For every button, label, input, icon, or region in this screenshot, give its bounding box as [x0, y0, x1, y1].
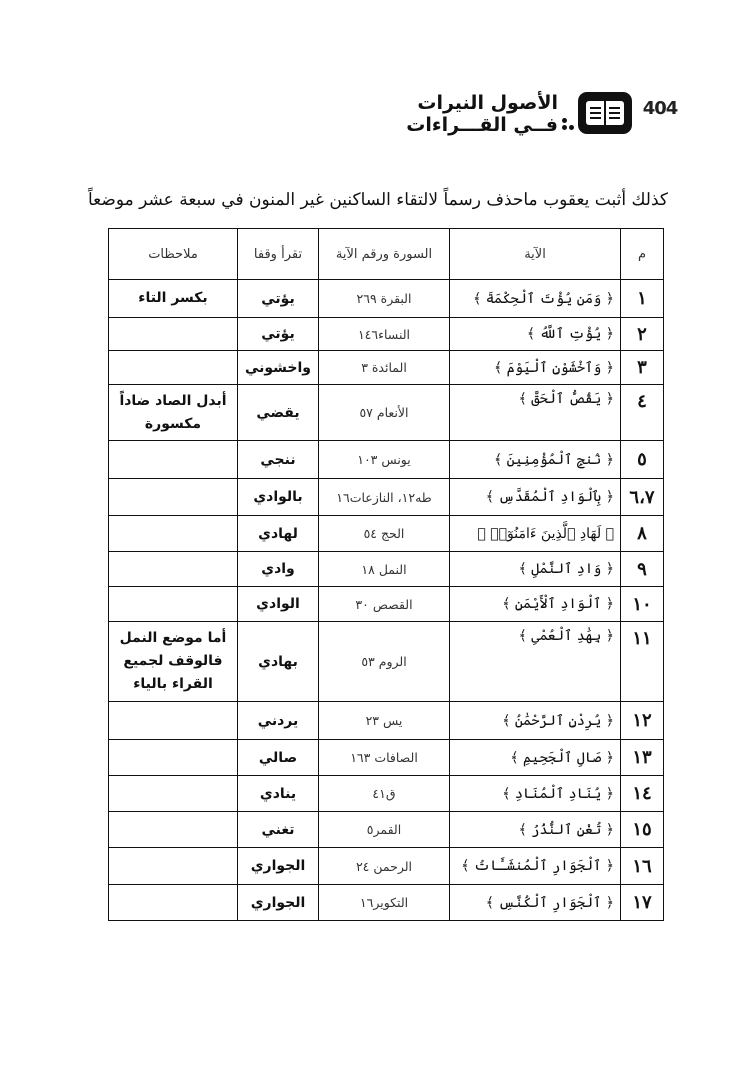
header-num: م: [621, 229, 664, 280]
row-sura: الحج ٥٤: [319, 516, 450, 552]
row-number: ٣: [621, 351, 664, 385]
table-row: [109, 351, 664, 385]
row-reading: يؤتي: [238, 280, 319, 318]
row-number: ٨: [621, 516, 664, 552]
row-number: ٤: [621, 385, 664, 441]
book-title-line1: الأصول النيرات: [417, 92, 558, 114]
table-row: [109, 479, 664, 516]
book-title-line2: فــي القـــراءات: [406, 114, 558, 136]
row-notes: [109, 318, 238, 351]
row-ayah: ﴿ لَهَادِ ٱلَّذِينَ ءَامَنُوٓا۟ ﴾: [450, 516, 621, 552]
row-ayah: ﴿ بِهَٰدِ ٱلْعُمْىِ ﴾: [450, 622, 621, 702]
row-number: ٦،٧: [621, 479, 664, 516]
intro-text: كذلك أثبت يعقوب ماحذف رسماً لالتقاء الساكنين غير المنون في سبعة عشر موضعاً: [88, 190, 668, 210]
page-number: 404: [642, 98, 678, 119]
row-notes: [109, 441, 238, 479]
row-ayah: ﴿ بِٱلْوَادِ ٱلْمُقَدَّسِ ﴾: [450, 479, 621, 516]
header-reading: تقرأ وقفا: [238, 229, 319, 280]
table-row: [109, 885, 664, 921]
row-sura: النساء١٤٦: [319, 318, 450, 351]
readings-table: [108, 228, 664, 921]
row-sura: القمر٥: [319, 812, 450, 848]
row-reading: واخشوني: [238, 351, 319, 385]
row-ayah: ﴿ يَقُصُّ ٱلْحَقَّ ﴾: [450, 385, 621, 441]
row-sura: الروم ٥٣: [319, 622, 450, 702]
row-notes: [109, 552, 238, 587]
row-sura: يونس ١٠٣: [319, 441, 450, 479]
row-notes: [109, 479, 238, 516]
row-sura: النمل ١٨: [319, 552, 450, 587]
row-notes: [109, 740, 238, 776]
row-number: ١١: [621, 622, 664, 702]
book-logo-icon: [578, 92, 632, 134]
row-reading: لهادي: [238, 516, 319, 552]
table-row: [109, 552, 664, 587]
row-notes: [109, 848, 238, 885]
row-sura: الأنعام ٥٧: [319, 385, 450, 441]
row-notes: أما موضع النمل فالوقف لجميع القراء بالياء: [109, 622, 238, 702]
row-number: ٩: [621, 552, 664, 587]
table-row: [109, 702, 664, 740]
row-notes: [109, 776, 238, 812]
row-notes: [109, 587, 238, 622]
row-ayah: ﴿ ٱلْوَادِ ٱلْأَيْمَنِ ﴾: [450, 587, 621, 622]
row-reading: الجواري: [238, 885, 319, 921]
row-number: ١٧: [621, 885, 664, 921]
row-sura: ق٤١: [319, 776, 450, 812]
row-reading: صالي: [238, 740, 319, 776]
row-sura: يس ٢٣: [319, 702, 450, 740]
row-notes: أبدل الصاد ضاداً مكسورة: [109, 385, 238, 441]
row-reading: بهادي: [238, 622, 319, 702]
row-number: ٢: [621, 318, 664, 351]
row-ayah: ﴿ وَٱخْشَوْنِ ٱلْيَوْمَ ﴾: [450, 351, 621, 385]
row-reading: يردني: [238, 702, 319, 740]
row-sura: طه١٢، النازعات١٦: [319, 479, 450, 516]
row-ayah: ﴿ تُغْنِ ٱلنُّذُرُ ﴾: [450, 812, 621, 848]
row-ayah: ﴿ يُرِدْنِ ٱلرَّحْمَٰنُ ﴾: [450, 702, 621, 740]
row-notes: [109, 702, 238, 740]
table-row: [109, 812, 664, 848]
row-reading: يقضي: [238, 385, 319, 441]
row-ayah: ﴿ ٱلْجَوَارِ ٱلْمُنشَـَٔاتُ ﴾: [450, 848, 621, 885]
row-reading: ننجي: [238, 441, 319, 479]
row-reading: وادي: [238, 552, 319, 587]
row-number: ١٢: [621, 702, 664, 740]
logo-dots-icon: [562, 118, 576, 132]
row-number: ١٦: [621, 848, 664, 885]
row-number: ١٤: [621, 776, 664, 812]
table-row: [109, 740, 664, 776]
row-notes: [109, 516, 238, 552]
row-reading: الوادي: [238, 587, 319, 622]
table-row: [109, 622, 664, 702]
row-ayah: ﴿ صَالِ ٱلْجَحِيمِ ﴾: [450, 740, 621, 776]
row-ayah: ﴿ ٱلْجَوَارِ ٱلْكُنَّسِ ﴾: [450, 885, 621, 921]
row-sura: البقرة ٢٦٩: [319, 280, 450, 318]
row-number: ١٠: [621, 587, 664, 622]
row-reading: بالوادي: [238, 479, 319, 516]
row-number: ١٣: [621, 740, 664, 776]
row-reading: يؤتي: [238, 318, 319, 351]
row-reading: الجواري: [238, 848, 319, 885]
row-ayah: ﴿ نُنجِ ٱلْمُؤْمِنِينَ ﴾: [450, 441, 621, 479]
row-notes: [109, 885, 238, 921]
row-ayah: ﴿ يُنَادِ ٱلْمُنَادِ ﴾: [450, 776, 621, 812]
header-notes: ملاحظات: [109, 229, 238, 280]
row-ayah: ﴿ وَمَن يُؤْتَ ٱلْحِكْمَةَ ﴾: [450, 280, 621, 318]
row-reading: تغني: [238, 812, 319, 848]
table-row: [109, 385, 664, 441]
row-ayah: ﴿ يُؤْتِ ٱللَّهُ ﴾: [450, 318, 621, 351]
row-sura: الصافات ١٦٣: [319, 740, 450, 776]
row-number: ١٥: [621, 812, 664, 848]
row-number: ٥: [621, 441, 664, 479]
table-row: [109, 280, 664, 318]
header-ayah: الآية: [450, 229, 621, 280]
row-reading: ينادي: [238, 776, 319, 812]
row-number: ١: [621, 280, 664, 318]
row-sura: القصص ٣٠: [319, 587, 450, 622]
table-row: [109, 441, 664, 479]
table-row: [109, 848, 664, 885]
row-notes: [109, 351, 238, 385]
row-notes: [109, 812, 238, 848]
table-row: [109, 516, 664, 552]
row-sura: التكوير١٦: [319, 885, 450, 921]
table-row: [109, 776, 664, 812]
table-row: [109, 587, 664, 622]
row-sura: المائدة ٣: [319, 351, 450, 385]
header-sura: السورة ورقم الآية: [319, 229, 450, 280]
table-row: [109, 318, 664, 351]
row-ayah: ﴿ وَادِ ٱلنَّمْلِ ﴾: [450, 552, 621, 587]
row-sura: الرحمن ٢٤: [319, 848, 450, 885]
table-header-row: [109, 229, 664, 280]
row-notes: بكسر التاء: [109, 280, 238, 318]
